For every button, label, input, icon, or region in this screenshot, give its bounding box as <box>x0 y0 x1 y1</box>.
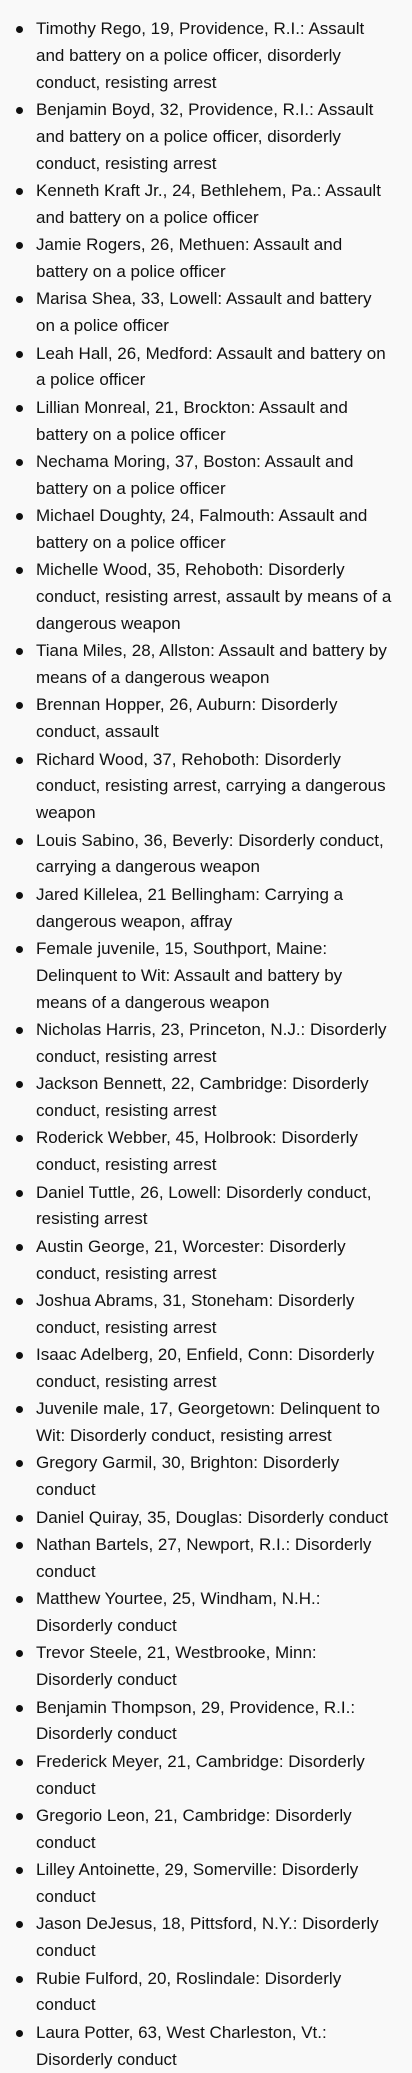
entry-text: Juvenile male, 17, Georgetown: Delinquent to Wit: Disorderly conduct, resisting arrest <box>36 1399 380 1446</box>
bullet-icon <box>16 1081 23 1088</box>
bullet-icon <box>16 1135 23 1142</box>
bullet-icon <box>16 702 23 709</box>
entry-text: Michael Doughty, 24, Falmouth: Assault and battery on a police officer <box>36 506 368 552</box>
list-item <box>16 286 394 340</box>
bullet-icon <box>16 1976 23 1983</box>
bullet-icon <box>16 459 23 466</box>
bullet-icon <box>16 1542 23 1549</box>
list-item <box>16 1234 394 1288</box>
bullet-icon <box>16 1406 23 1413</box>
list-item <box>16 1586 394 1640</box>
list-item <box>16 449 394 503</box>
bullet-icon <box>16 26 23 33</box>
bullet-icon <box>16 1460 23 1467</box>
list-item <box>16 16 394 96</box>
list-item <box>16 1450 394 1504</box>
list-item <box>16 1966 394 2020</box>
entry-text: Matthew Yourtee, 25, Windham, N.H.: Disorderly conduct <box>36 1589 321 1636</box>
bullet-icon <box>16 296 23 303</box>
entry-text: Jason DeJesus, 18, Pittsford, N.Y.: Disorderly conduct <box>36 1914 379 1961</box>
list-item <box>16 692 394 746</box>
entry-text: Nechama Moring, 37, Boston: Assault and battery on a police officer <box>36 451 354 498</box>
list-item <box>16 1532 394 1586</box>
bullet-icon <box>16 1244 23 1251</box>
list-item <box>16 1505 394 1532</box>
entry-text: Lilley Antoinette, 29, Somerville: Disorderly conduct <box>36 1860 359 1906</box>
bullet-icon <box>16 1921 23 1928</box>
list-item <box>16 1640 394 1694</box>
entry-text: Daniel Quiray, 35, Douglas: Disorderly conduct <box>36 1507 389 1527</box>
entry-text: Benjamin Boyd, 32, Providence, R.I.: Assault and battery on a police officer, disorderly conduct, resisting arrest <box>36 99 374 173</box>
bullet-icon <box>16 1705 23 1712</box>
list-item <box>16 341 394 395</box>
entry-text: Frederick Meyer, 21, Cambridge: Disorderly conduct <box>36 1751 365 1798</box>
list-item <box>16 1911 394 1965</box>
entry-text: Jackson Bennett, 22, Cambridge: Disorderly conduct, resisting arrest <box>36 1074 369 1120</box>
entry-text: Richard Wood, 37, Rehoboth: Disorderly conduct, resisting arrest, carrying a dangerous weapon <box>36 749 386 823</box>
entry-text: Benjamin Thompson, 29, Providence, R.I.: Disorderly conduct <box>36 1697 356 1744</box>
entry-text: Austin George, 21, Worcester: Disorderly conduct, resisting arrest <box>36 1236 346 1283</box>
list-item <box>16 936 394 1016</box>
list-item <box>16 1180 394 1234</box>
list-item <box>16 1125 394 1179</box>
entry-text: Female juvenile, 15, Southport, Maine: Delinquent to Wit: Assault and battery by means of a dangerous weapon <box>36 939 343 1012</box>
bullet-icon <box>16 1596 23 1603</box>
entry-text: Jamie Rogers, 26, Methuen: Assault and battery on a police officer <box>36 235 343 281</box>
entry-text: Laura Potter, 63, West Charleston, Vt.: Disorderly conduct <box>36 2022 327 2069</box>
entry-text: Michelle Wood, 35, Rehoboth: Disorderly conduct, resisting arrest, assault by means of a dangerous weapon <box>36 560 392 633</box>
list-item <box>16 178 394 232</box>
bullet-icon <box>16 892 23 899</box>
bullet-icon <box>16 513 23 520</box>
bullet-icon <box>16 1352 23 1359</box>
bullet-icon <box>16 648 23 655</box>
entry-text: Nathan Bartels, 27, Newport, R.I.: Disorderly conduct <box>36 1535 372 1581</box>
bullet-icon <box>16 1190 23 1197</box>
bullet-icon <box>16 946 23 953</box>
list-item <box>16 1803 394 1857</box>
list-item <box>16 1695 394 1749</box>
entry-text: Leah Hall, 26, Medford: Assault and battery on a police officer <box>36 343 386 390</box>
bullet-icon <box>16 1813 23 1820</box>
list-item <box>16 1288 394 1342</box>
bullet-icon <box>16 567 23 574</box>
entry-text: Tiana Miles, 28, Allston: Assault and battery by means of a dangerous weapon <box>36 641 387 688</box>
entry-text: Louis Sabino, 36, Beverly: Disorderly conduct, carrying a dangerous weapon <box>36 830 384 877</box>
entry-text: Isaac Adelberg, 20, Enfield, Conn: Disorderly conduct, resisting arrest <box>36 1345 375 1391</box>
entry-text: Gregorio Leon, 21, Cambridge: Disorderly conduct <box>36 1806 352 1852</box>
list-item <box>16 1749 394 1803</box>
entry-text: Kenneth Kraft Jr., 24, Bethlehem, Pa.: Assault and battery on a police officer <box>36 180 381 227</box>
list-item <box>16 557 394 637</box>
entry-text: Rubie Fulford, 20, Roslindale: Disorderly conduct <box>36 1968 342 2015</box>
list-item <box>16 882 394 936</box>
list-item <box>16 747 394 827</box>
list-item <box>16 638 394 692</box>
bullet-icon <box>16 1867 23 1874</box>
list-item <box>16 1071 394 1125</box>
entry-text: Lillian Monreal, 21, Brockton: Assault and battery on a police officer <box>36 397 348 444</box>
entry-text: Roderick Webber, 45, Holbrook: Disorderly conduct, resisting arrest <box>36 1128 358 1175</box>
bullet-icon <box>16 107 23 114</box>
list-item <box>16 1342 394 1396</box>
bullet-icon <box>16 1650 23 1657</box>
entry-text: Gregory Garmil, 30, Brighton: Disorderly conduct <box>36 1453 340 1500</box>
bullet-icon <box>16 838 23 845</box>
bullet-icon <box>16 351 23 358</box>
bullet-icon <box>16 1759 23 1766</box>
entry-text: Timothy Rego, 19, Providence, R.I.: Assault and battery on a police officer, disorderly conduct, resisting arrest <box>36 19 365 92</box>
list-item <box>16 395 394 449</box>
entry-text: Daniel Tuttle, 26, Lowell: Disorderly conduct, resisting arrest <box>36 1182 372 1229</box>
list-item <box>16 828 394 882</box>
list-item <box>16 503 394 557</box>
entry-text: Joshua Abrams, 31, Stoneham: Disorderly conduct, resisting arrest <box>36 1290 355 1337</box>
bullet-icon <box>16 1298 23 1305</box>
entry-text: Jared Killelea, 21 Bellingham: Carrying a dangerous weapon, affray <box>36 884 344 931</box>
entry-text: Brennan Hopper, 26, Auburn: Disorderly conduct, assault <box>36 695 338 742</box>
bullet-icon <box>16 2030 23 2037</box>
list-item <box>16 97 394 177</box>
list-item <box>16 1017 394 1071</box>
list-item <box>16 2020 394 2073</box>
bullet-icon <box>16 1027 23 1034</box>
entry-text: Nicholas Harris, 23, Princeton, N.J.: Disorderly conduct, resisting arrest <box>36 1019 387 1066</box>
list-item <box>16 1857 394 1911</box>
entry-text: Marisa Shea, 33, Lowell: Assault and battery on a police officer <box>36 289 372 336</box>
entry-text: Trevor Steele, 21, Westbrooke, Minn: Disorderly conduct <box>36 1643 317 1690</box>
bullet-icon <box>16 242 23 249</box>
list-item <box>16 232 394 286</box>
bullet-icon <box>16 1515 23 1522</box>
bullet-icon <box>16 188 23 195</box>
bullet-icon <box>16 757 23 764</box>
list-item <box>16 1396 394 1450</box>
bullet-icon <box>16 405 23 412</box>
